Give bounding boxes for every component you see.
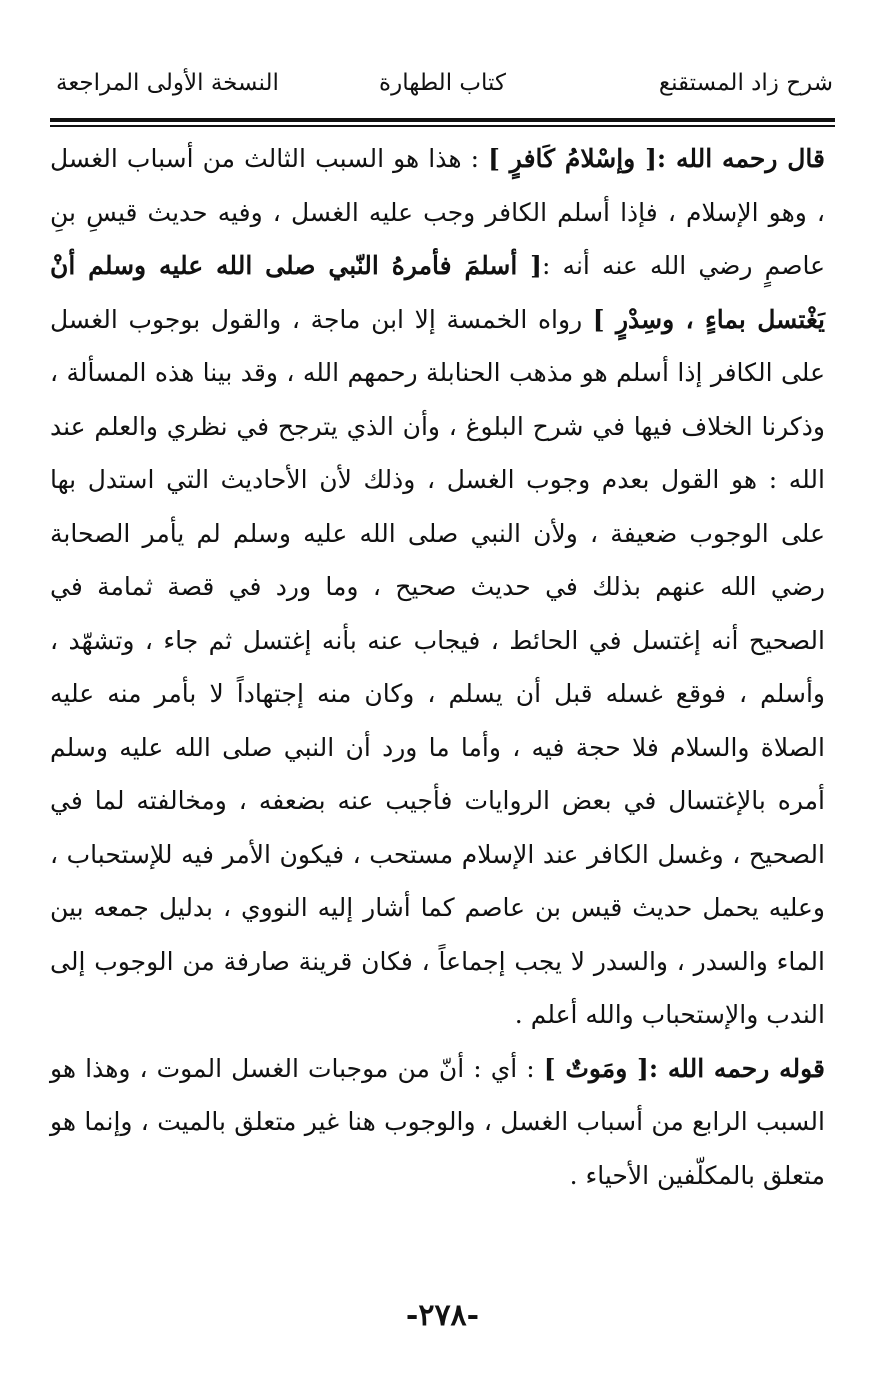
header-rule-thin [50,125,835,127]
page-number: -٢٧٨- [405,1298,480,1333]
header-rule-thick [50,118,835,122]
paragraph-text: : هذا هو السبب الثالث من أسباب الغسل ، وهو الإسلام ، فإذا أسلم الكافر وجب عليه الغسل ، وفيه حديث قيسِ بنِ عاصمٍ رضي الله عنه أنه : [50,144,825,280]
header-book-title: شرح زاد المستقنع [658,70,833,96]
header-chapter-title: كتاب الطهارة [379,70,506,96]
matn-heading-mawt: قوله رحمه الله :[ ومَوتٌ ] [543,1053,825,1083]
hadith-quote: [ أسلمَ فأمرهُ النّبي صلى الله عليه وسلم أنْ يَغْتسل بماءٍ ، وسِدْرٍ ] [50,251,825,334]
running-header [48,64,837,104]
paragraph-kafir [50,132,825,1042]
header-edition-note: النسخة الأولى المراجعة [56,70,279,96]
paragraph-text: رواه الخمسة إلا ابن ماجة ، والقول بوجوب الغسل على الكافر إذا أسلم هو مذهب الحنابلة رحمهم الله ، وقد بينا هذه المسألة ، وذكرنا الخلاف فيها في شرح البلوغ ، وأن الذي يترجح في نظري والعلم عند الله : هو القول بعدم وجوب الغسل ، وذلك لأن الأحاديث التي استدل بها على الوجوب ضعيفة ، ولأن النبي صلى الله عليه وسلم لم يأمر الصحابة رضي الله عنهم بذلك في حديث صحيح ، وما ورد في قصة ثمامة في الصحيح أنه إغتسل في الحائط ، فيجاب عنه بأنه إغتسل ثم جاء ، وتشهّد ، وأسلم ، فوقع غسله قبل أن يسلم ، وكان منه إجتهاداً لا بأمر منه عليه الصلاة والسلام فلا حجة فيه ، وأما ما ورد أن النبي صلى الله عليه وسلم أمره بالإغتسال في بعض الروايات فأجيب عنه بضعفه ، ومخالفته لما في الصحيح ، وغسل الكافر عند الإسلام مستحب ، فيكون الأمر فيه للإستحباب ، وعليه يحمل حديث قيس بن عاصم كما أشار إليه النووي ، بدليل جمعه بين الماء والسدر ، والسدر لا يجب إجماعاً ، فكان قرينة صارفة من الوجوب إلى الندب والإستحباب والله أعلم . [50,304,825,1029]
matn-heading-kafir: قال رحمه الله :[ وإسْلامُ كَافرٍ ] [488,144,825,173]
paragraph-mawt [50,1042,825,1203]
paragraph-text: : أي : أنّ من موجبات الغسل الموت ، وهذا هو السبب الرابع من أسباب الغسل ، والوجوب هنا غير متعلق بالميت ، وإنما هو متعلق بالمكلّفين الأحياء . [50,1053,825,1190]
main-text [50,132,825,1202]
